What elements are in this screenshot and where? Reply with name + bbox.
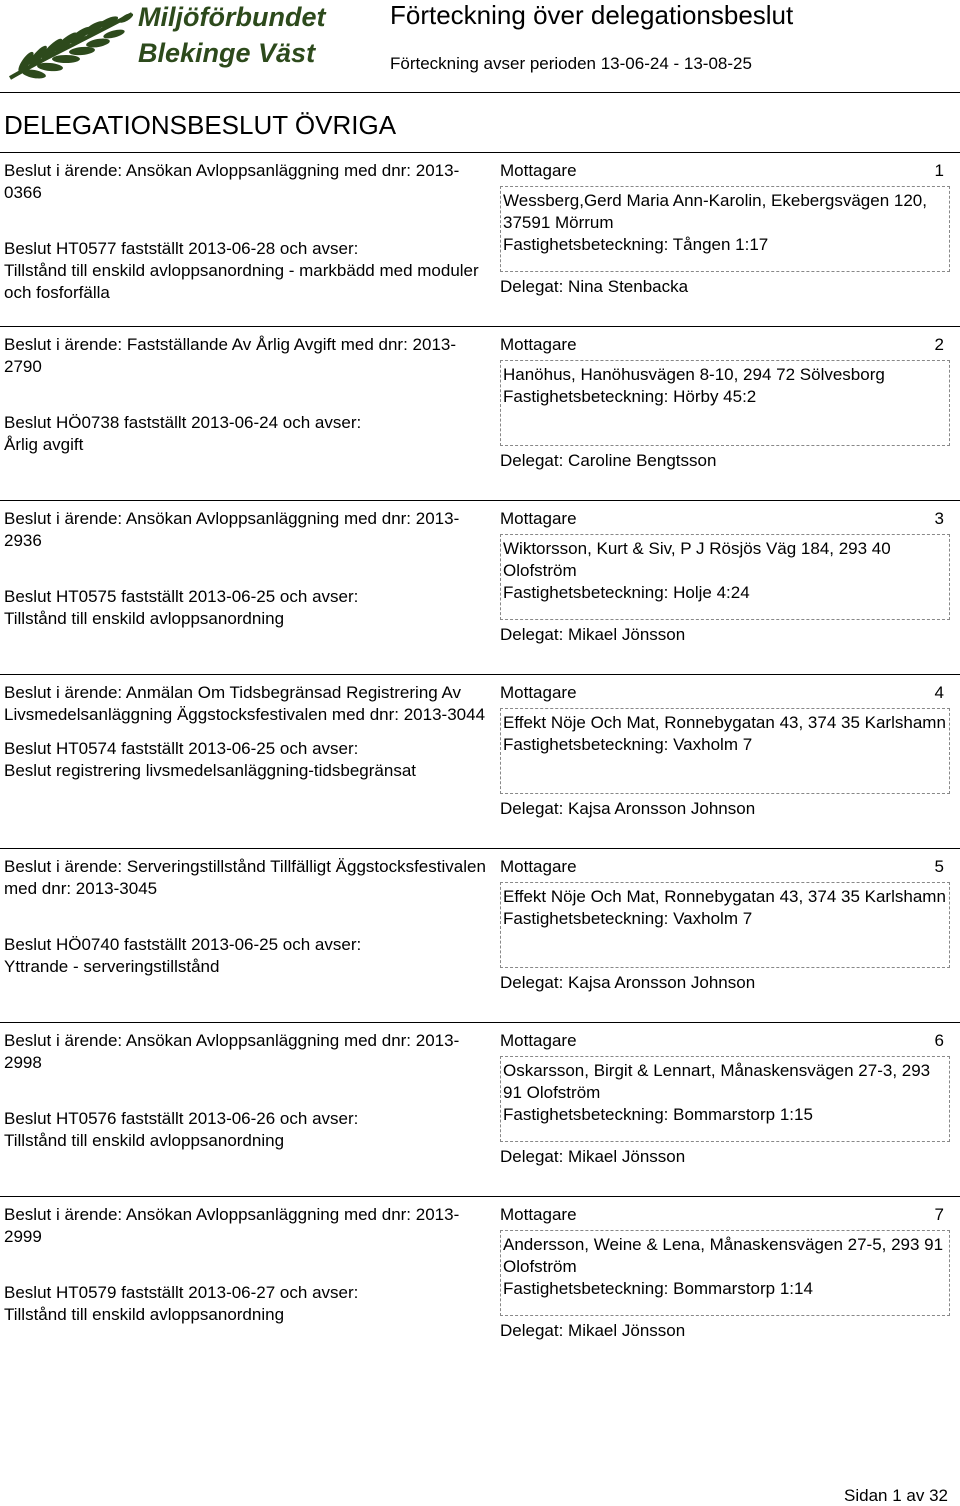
recipient-address: Oskarsson, Birgit & Lennart, Månaskensvägen 27-3, 293 91 Olofström — [503, 1061, 931, 1102]
decision-details — [4, 682, 489, 782]
property-designation: Fastighetsbeteckning: Bommarstorp 1:14 — [503, 1279, 813, 1298]
recipient-address: Andersson, Weine & Lena, Månaskensvägen 27-5, 293 91 Olofström — [503, 1235, 944, 1276]
entry-number: 5 — [934, 857, 944, 876]
delegate-name: Delegat: Nina Stenbacka — [500, 277, 689, 296]
document-title: Förteckning över delegationsbeslut — [390, 0, 794, 30]
property-designation: Fastighetsbeteckning: Vaxholm 7 — [503, 735, 753, 754]
page-number: Sidan 1 av 32 — [844, 1486, 948, 1505]
recipient-header — [500, 508, 950, 530]
leaf-branch-logo-icon — [4, 4, 136, 84]
decision-subject: Årlig avgift — [4, 435, 84, 454]
entry-number: 6 — [934, 1031, 944, 1050]
decision-subject: Beslut registrering livsmedelsanläggning-tidsbegränsat — [4, 761, 417, 780]
decision-reference: Beslut HT0579 fastställt 2013-06-27 och avser: — [4, 1283, 359, 1302]
recipient-box — [500, 1230, 950, 1316]
recipient-details — [500, 682, 950, 820]
organization-name-line1: Miljöförbundet — [138, 2, 326, 32]
property-designation: Fastighetsbeteckning: Tången 1:17 — [503, 235, 769, 254]
decision-reference: Beslut HT0577 fastställt 2013-06-28 och avser: — [4, 239, 359, 258]
recipient-details — [500, 1204, 950, 1342]
decision-details — [4, 160, 489, 304]
case-description: Beslut i ärende: Ansökan Avloppsanläggning med dnr: 2013-2936 — [4, 509, 460, 550]
report-period: Förteckning avser perioden 13-06-24 - 13-08-25 — [390, 54, 752, 73]
recipient-details — [500, 508, 950, 646]
entry-divider — [0, 848, 960, 849]
entry-number: 4 — [934, 683, 944, 702]
section-title: DELEGATIONSBESLUT ÖVRIGA — [4, 110, 397, 140]
delegate-name: Delegat: Mikael Jönsson — [500, 625, 686, 644]
entry-divider — [0, 674, 960, 675]
decision-subject: Tillstånd till enskild avloppsanordning — [4, 1131, 285, 1150]
delegate-name: Delegat: Mikael Jönsson — [500, 1321, 686, 1340]
entry-divider — [0, 1022, 960, 1023]
decision-details — [4, 856, 489, 978]
recipient-header — [500, 160, 950, 182]
recipient-box — [500, 534, 950, 620]
property-designation: Fastighetsbeteckning: Holje 4:24 — [503, 583, 750, 602]
recipient-label: Mottagare — [500, 335, 577, 354]
recipient-box — [500, 186, 950, 272]
case-description: Beslut i ärende: Serveringstillstånd Tillfälligt Äggstocksfestivalen med dnr: 2013-3045 — [4, 857, 486, 898]
recipient-header — [500, 1204, 950, 1226]
entry-number: 3 — [934, 509, 944, 528]
decision-reference: Beslut HÖ0740 fastställt 2013-06-25 och avser: — [4, 935, 362, 954]
recipient-label: Mottagare — [500, 509, 577, 528]
entry-divider — [0, 152, 960, 153]
property-designation: Fastighetsbeteckning: Bommarstorp 1:15 — [503, 1105, 813, 1124]
entry-number: 2 — [934, 335, 944, 354]
recipient-details — [500, 160, 950, 298]
decision-reference: Beslut HT0575 fastställt 2013-06-25 och avser: — [4, 587, 359, 606]
recipient-address: Effekt Nöje Och Mat, Ronnebygatan 43, 374 35 Karlshamn — [503, 713, 946, 732]
decision-details — [4, 508, 489, 630]
entry-number: 7 — [934, 1205, 944, 1224]
recipient-label: Mottagare — [500, 683, 577, 702]
case-description: Beslut i ärende: Ansökan Avloppsanläggning med dnr: 2013-2999 — [4, 1205, 460, 1246]
recipient-address: Effekt Nöje Och Mat, Ronnebygatan 43, 374 35 Karlshamn — [503, 887, 946, 906]
decision-subject: Tillstånd till enskild avloppsanordning - markbädd med moduler och fosforfälla — [4, 261, 479, 302]
organization-name-line2: Blekinge Väst — [138, 38, 316, 68]
case-description: Beslut i ärende: Ansökan Avloppsanläggning med dnr: 2013-0366 — [4, 161, 460, 202]
recipient-header — [500, 1030, 950, 1052]
recipient-box — [500, 882, 950, 968]
entry-divider — [0, 500, 960, 501]
recipient-box — [500, 360, 950, 446]
recipient-header — [500, 682, 950, 704]
decision-subject: Tillstånd till enskild avloppsanordning — [4, 1305, 285, 1324]
recipient-label: Mottagare — [500, 857, 577, 876]
decision-reference: Beslut HT0574 fastställt 2013-06-25 och avser: — [4, 739, 359, 758]
delegate-name: Delegat: Kajsa Aronsson Johnson — [500, 799, 756, 818]
recipient-label: Mottagare — [500, 1205, 577, 1224]
recipient-details — [500, 1030, 950, 1168]
decision-details — [4, 1204, 489, 1326]
recipient-address: Wiktorsson, Kurt & Siv, P J Rösjös Väg 184, 293 40 Olofström — [503, 539, 891, 580]
header-divider — [0, 92, 960, 93]
decision-reference: Beslut HT0576 fastställt 2013-06-26 och avser: — [4, 1109, 359, 1128]
delegate-name: Delegat: Caroline Bengtsson — [500, 451, 717, 470]
delegate-name: Delegat: Kajsa Aronsson Johnson — [500, 973, 756, 992]
recipient-details — [500, 334, 950, 472]
delegate-name: Delegat: Mikael Jönsson — [500, 1147, 686, 1166]
property-designation: Fastighetsbeteckning: Vaxholm 7 — [503, 909, 753, 928]
recipient-label: Mottagare — [500, 161, 577, 180]
recipient-header — [500, 334, 950, 356]
decision-details — [4, 1030, 489, 1152]
decision-subject: Tillstånd till enskild avloppsanordning — [4, 609, 285, 628]
case-description: Beslut i ärende: Fastställande Av Årlig Avgift med dnr: 2013-2790 — [4, 335, 457, 376]
entry-divider — [0, 326, 960, 327]
recipient-box — [500, 708, 950, 794]
entry-divider — [0, 1196, 960, 1197]
page-header — [0, 0, 960, 92]
recipient-address: Wessberg,Gerd Maria Ann-Karolin, Ekebergsvägen 120, 37591 Mörrum — [503, 191, 927, 232]
decision-details — [4, 334, 489, 456]
recipient-address: Hanöhus, Hanöhusvägen 8-10, 294 72 Sölvesborg — [503, 365, 885, 384]
recipient-box — [500, 1056, 950, 1142]
recipient-label: Mottagare — [500, 1031, 577, 1050]
property-designation: Fastighetsbeteckning: Hörby 45:2 — [503, 387, 757, 406]
recipient-details — [500, 856, 950, 994]
decision-subject: Yttrande - serveringstillstånd — [4, 957, 220, 976]
case-description: Beslut i ärende: Ansökan Avloppsanläggning med dnr: 2013-2998 — [4, 1031, 460, 1072]
entry-number: 1 — [934, 161, 944, 180]
case-description: Beslut i ärende: Anmälan Om Tidsbegränsad Registrering Av Livsmedelsanläggning Äggstocksfestivalen med dnr: 2013-3044 — [4, 683, 486, 724]
recipient-header — [500, 856, 950, 878]
decision-reference: Beslut HÖ0738 fastställt 2013-06-24 och avser: — [4, 413, 362, 432]
